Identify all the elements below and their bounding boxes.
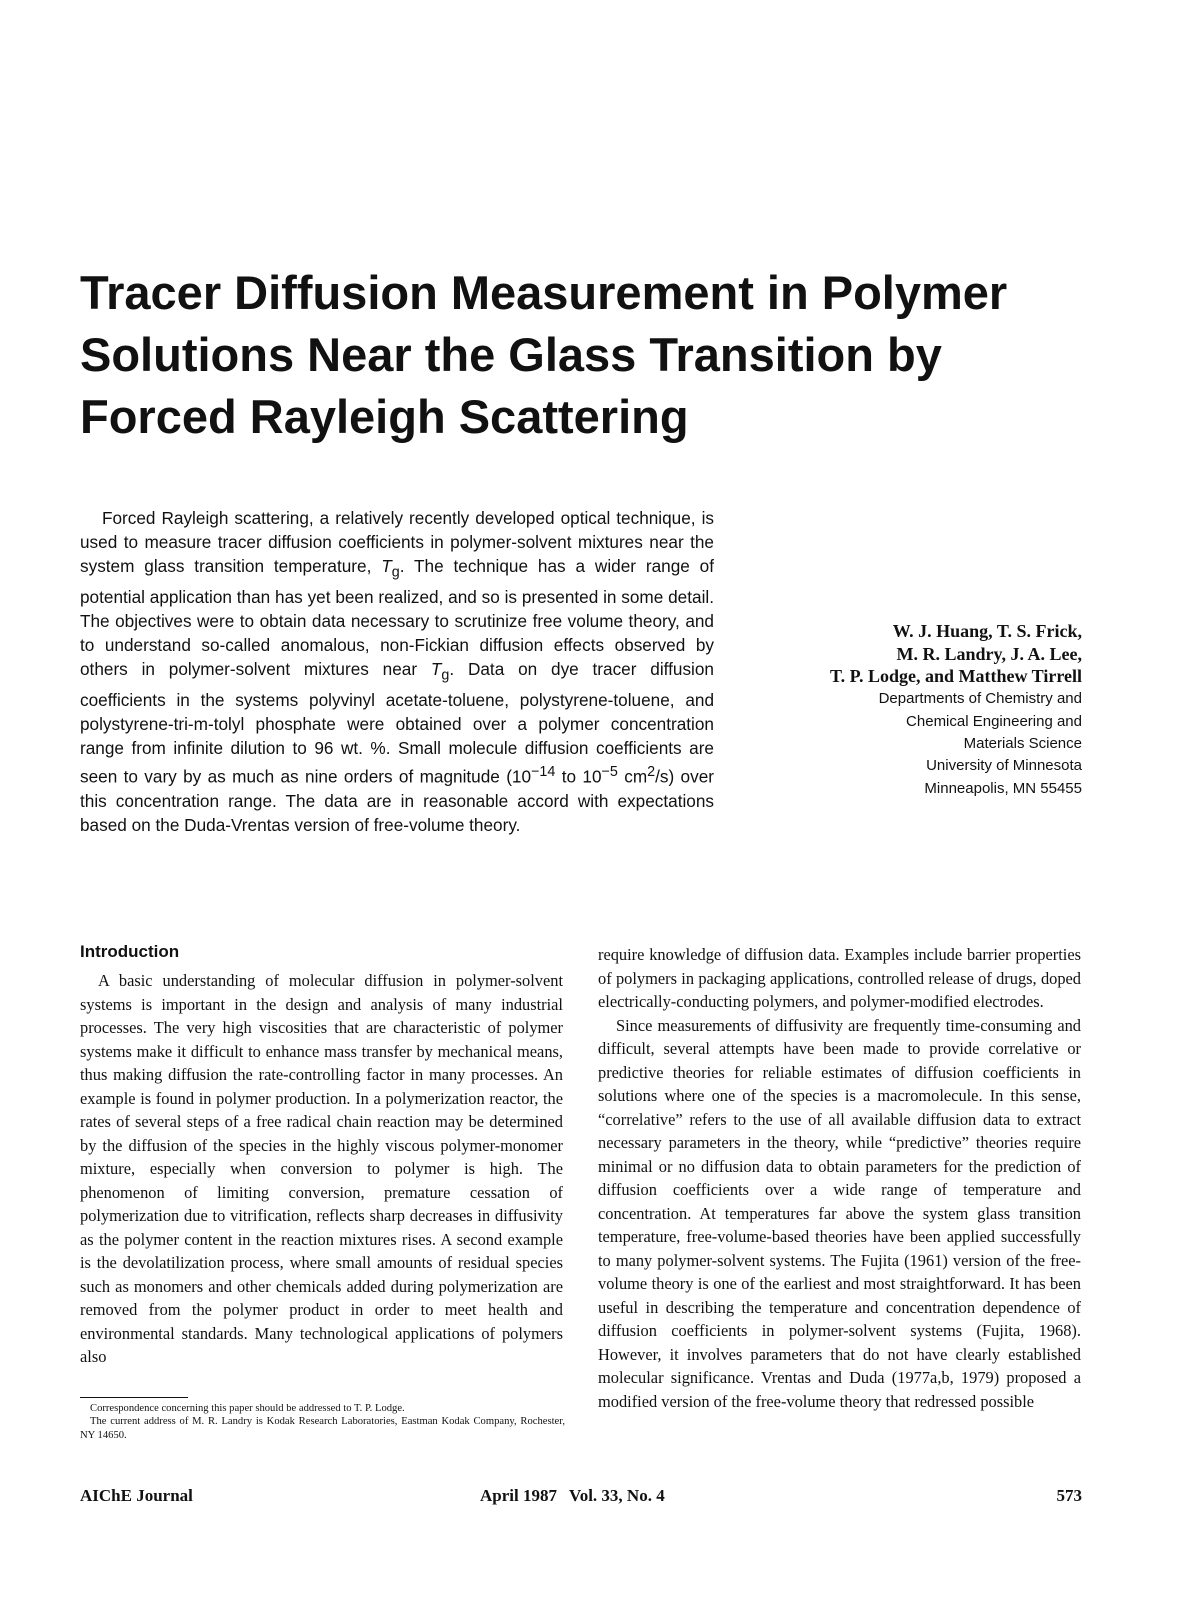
title-line: Solutions Near the Glass Transition by xyxy=(80,328,942,381)
abstract-text: Forced Rayleigh scattering, a relatively recently developed optical technique, is used to measure tracer diffusion coefficients in polymer-solvent mixtures near the system glass transition temperature, xyxy=(80,508,714,577)
affiliation-line: Departments of Chemistry and xyxy=(878,690,1082,708)
exponent: 2 xyxy=(647,763,656,780)
abstract-text: . The technique has a wider range of potential application than has yet been realized, and so is presented in some detail. The objectives were to obtain data necessary to scrutinize free volume theory, and to understand so-called anomalous, non-Fickian diffusion effects observed by others in polymer-solvent mixtures near xyxy=(80,556,715,679)
footnote-rule xyxy=(80,1397,188,1398)
page-number: 573 xyxy=(1056,1486,1082,1505)
exponent: −5 xyxy=(601,763,618,780)
affiliation-line: Minneapolis, MN 55455 xyxy=(924,779,1082,797)
tg-symbol: T xyxy=(381,556,392,577)
affiliation-line: University of Minnesota xyxy=(926,757,1082,775)
tg-subscript: g xyxy=(441,667,450,684)
body-paragraph: require knowledge of diffusion data. Examples include barrier properties of polymers in packaging applications, controlled release of drugs, doped electrically-conducting polymers, and polymer-modified electrodes. xyxy=(598,945,1081,1011)
section-heading: Introduction xyxy=(80,942,180,961)
abstract-text: cm xyxy=(617,766,648,787)
footer-journal-name: AIChE Journal xyxy=(80,1486,193,1505)
body-paragraph: Since measurements of diffusivity are frequently time-consuming and difficult, several attempts have been made to provide correlative or predictive theories for reliable estimates of diffusion coefficients in solutions where one of the species is a macromolecule. In this sense, “correlative” refers to the use of all available diffusion data to extract necessary parameters in the theory, while “predictive” theories require minimal or no diffusion data to obtain parameters for the prediction of diffusion coefficients over a wide range of temperature and concentration. At temperatures far above the system glass transition temperature, free-volume-based theories have been applied successfully to many polymer-solvent systems. The Fujita (1961) version of the free-volume theory is one of the earliest and most straightforward. It has been useful in describing the temperature and concentration dependence of diffusion coefficients in polymer-solvent systems (Fujita, 1968). However, it involves parameters that do not have clearly established molecular significance. Vrentas and Duda (1977a,b, 1979) proposed a modified version of the free-volume theory that redressed possible xyxy=(598,1015,1081,1411)
footnote: The current address of M. R. Landry is Kodak Research Laboratories, Eastman Kodak Company, Rochester, NY 14650. xyxy=(80,1416,565,1441)
affiliation-line: Chemical Engineering and xyxy=(906,712,1082,730)
tg-symbol: T xyxy=(430,659,442,679)
body-paragraph: A basic understanding of molecular diffusion in polymer-solvent systems is important in the design and analysis of many industrial processes. The very high viscosities that are characteristic of polymer systems make it difficult to enhance mass transfer by mechanical means, thus making diffusion the rate-controlling factor in many processes. An example is found in polymer production. In a polymerization reactor, the rates of several steps of a free radical chain reaction may be determined by the diffusion of the species in the highly viscous polymer-monomer mixture, especially when conversion to polymer is high. The phenomenon of limiting conversion, premature cessation of polymerization due to vitrification, reflects sharp decreases in diffusivity as the polymer content in the reaction mixtures rises. A second example is the devolatilization process, where small amounts of residual species such as monomers and other chemicals added during polymerization are removed from the polymer product in order to meet health and environmental standards. Many technological applications of polymers also xyxy=(80,971,563,1366)
footer-volume: Vol. 33, No. 4 xyxy=(568,1486,665,1505)
author-names: W. J. Huang, T. S. Frick, xyxy=(892,621,1082,641)
article-title xyxy=(80,262,1080,448)
author-block xyxy=(752,620,1082,800)
author-names: M. R. Landry, J. A. Lee, xyxy=(896,643,1082,664)
footnotes xyxy=(80,1402,565,1442)
abstract-text: . Data on dye tracer diffusion coefficients in the systems polyvinyl acetate-toluene, polystyrene-toluene, and polystyrene-tri-m-tolyl phosphate were obtained over a polymer concentration range from infinite dilution to 96 wt. %. Small molecule diffusion coefficients are seen to vary by as much as nine orders of magnitude (10 xyxy=(80,659,714,787)
abstract-text: /s) over this concentration range. The data are in reasonable accord with expectations based on the Duda-Vrentas version of free-volume theory. xyxy=(80,766,714,835)
tg-subscript: g xyxy=(391,564,400,581)
abstract xyxy=(80,506,714,837)
exponent: −14 xyxy=(531,763,556,780)
title-line: Tracer Diffusion Measurement in Polymer xyxy=(80,266,1008,319)
abstract-text: to 10 xyxy=(555,766,602,787)
affiliation-line: Materials Science xyxy=(963,734,1082,752)
footer-date: April 1987 xyxy=(480,1486,557,1505)
body-column-left xyxy=(80,969,563,1369)
body-column-right xyxy=(598,943,1081,1413)
author-names: T. P. Lodge, and Matthew Tirrell xyxy=(829,666,1082,687)
footer-issue-info xyxy=(480,1485,665,1507)
title-line: Forced Rayleigh Scattering xyxy=(80,390,689,443)
footnote: Correspondence concerning this paper should be addressed to T. P. Lodge. xyxy=(90,1403,405,1414)
